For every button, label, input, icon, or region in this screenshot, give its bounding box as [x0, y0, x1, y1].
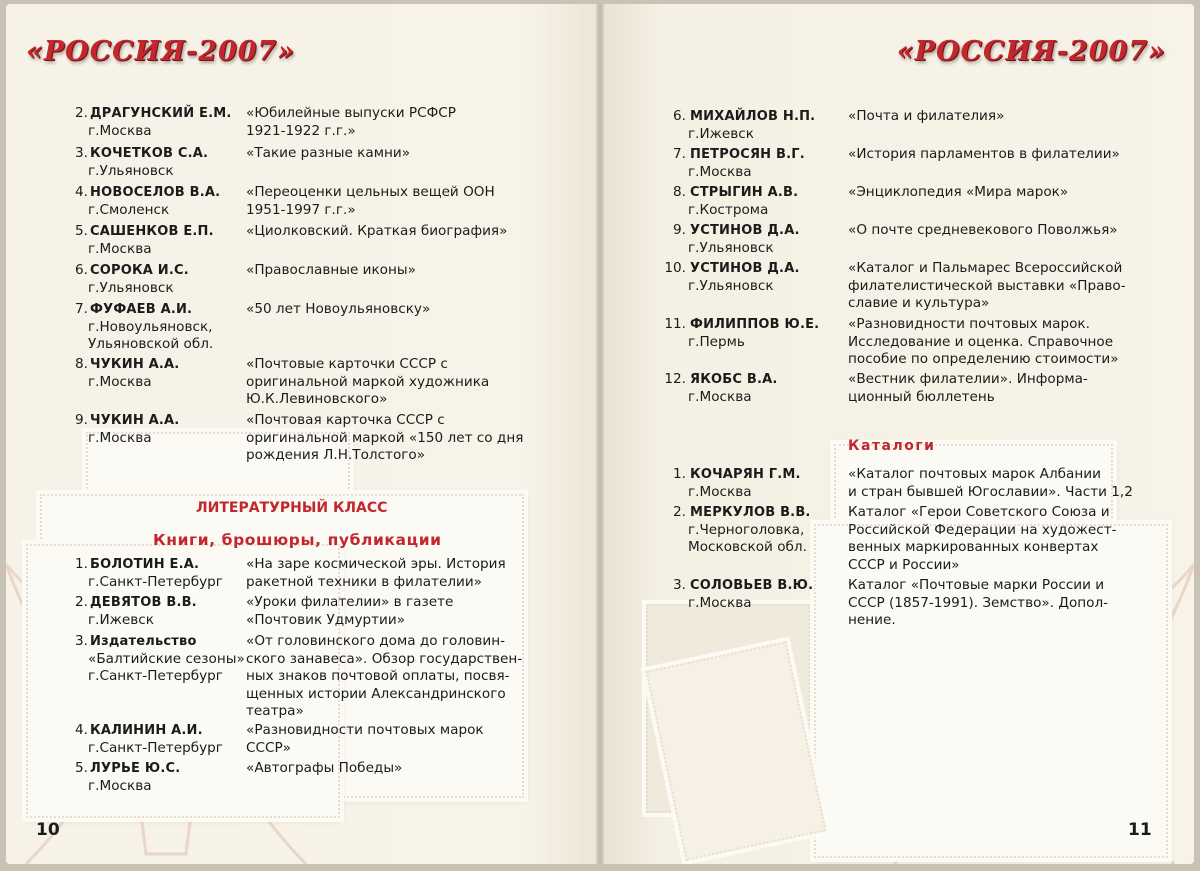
entry-location: г.Санкт-Петербург — [88, 573, 223, 590]
entry-work-title: пособие по определению стоимости» — [848, 351, 1119, 367]
entry-number: 4. — [75, 184, 88, 200]
section-title: ЛИТЕРАТУРНЫЙ КЛАСС — [196, 500, 388, 516]
entry-work-title: «Юбилейные выпуски РСФСР — [246, 105, 456, 121]
entry-number: 2. — [75, 105, 88, 121]
entry-location: г.Москва — [88, 429, 152, 446]
entry-work-title: «О почте средневекового Поволжья» — [848, 222, 1118, 238]
entry-work-title: «50 лет Новоульяновску» — [246, 301, 431, 317]
entry-author: ПЕТРОСЯН В.Г. — [690, 147, 805, 162]
entry-number: 1. — [673, 466, 686, 482]
entry-work-title: и стран бывшей Югославии». Части 1,2 — [848, 483, 1133, 500]
entry-author: ЧУКИН А.А. — [90, 413, 180, 428]
entry-author: ЛУРЬЕ Ю.С. — [90, 761, 181, 776]
entry-work-title: 1921-1922 г.г.» — [246, 122, 356, 139]
entry-work-title: СССР» — [246, 739, 291, 756]
entry-work-title: Каталог «Почтовые марки России и — [848, 577, 1105, 593]
entry-work-title: «Энциклопедия «Мира марок» — [848, 184, 1069, 200]
entry-work-title: «От головинского дома до головин- — [246, 633, 505, 649]
entry-work-title: «Циолковский. Краткая биография» — [246, 223, 508, 239]
entry-work-title: «Переоценки цельных вещей ООН — [246, 184, 495, 200]
entry-author: МЕРКУЛОВ В.В. — [690, 505, 811, 520]
entry-number: 8. — [673, 184, 686, 200]
entry-location: г.Москва — [88, 122, 152, 139]
entry-number: 2. — [673, 504, 686, 520]
left-page — [6, 4, 596, 864]
entry-work-title: СССР и России» — [848, 556, 960, 573]
entry-work-title: оригинальной маркой художника — [246, 373, 490, 390]
entry-location: г.Ульяновск — [88, 279, 174, 296]
entry-work-title: СССР (1857-1991). Земство». Допол- — [848, 594, 1109, 611]
entry-work-title: Каталог «Герои Советского Союза и — [848, 504, 1110, 520]
entry-work-title: щенных истории Александринского — [246, 685, 506, 702]
entry-work-title: Исследование и оценка. Справочное — [848, 333, 1114, 350]
entry-work-title: славие и культура» — [848, 295, 990, 311]
entry-location: г.Москва — [688, 483, 752, 500]
entry-location: г.Москва — [688, 594, 752, 611]
entry-location: г.Санкт-Петербург — [88, 668, 223, 684]
entry-work-title: «История парламентов в филателии» — [848, 146, 1120, 162]
entry-author: СОРОКА И.С. — [90, 263, 189, 278]
entry-author: ЯКОБС В.А. — [690, 372, 778, 387]
entry-work-title: «Разновидности почтовых марок — [246, 722, 484, 738]
entry-location: г.Ульяновск — [688, 277, 774, 294]
right-page — [604, 4, 1194, 864]
spine-gutter — [596, 4, 604, 864]
entry-work-title: «Уроки филателии» в газете — [246, 594, 454, 610]
entry-work-title: «Каталог и Пальмарес Всероссийской — [848, 260, 1123, 276]
entry-work-title: ского занавеса». Обзор государствен- — [246, 650, 523, 667]
entry-work-title: «Православные иконы» — [246, 262, 416, 278]
entry-location: г.Ижевск — [88, 611, 154, 628]
entry-work-title: ных знаков почтовой оплаты, посвя- — [246, 668, 510, 684]
entry-author: КОЧАРЯН Г.М. — [690, 467, 801, 482]
entry-location: г.Москва — [88, 777, 152, 794]
entry-number: 4. — [75, 722, 88, 738]
entry-author: МИХАЙЛОВ Н.П. — [690, 109, 816, 124]
entry-author: УСТИНОВ Д.А. — [690, 223, 800, 238]
entry-number: 9. — [75, 412, 88, 428]
entry-number: 7. — [673, 146, 686, 162]
entry-author: СТРЫГИН А.В. — [690, 185, 799, 200]
entry-work-title: «На заре космической эры. История — [246, 556, 506, 572]
page-number-left: 10 — [36, 820, 60, 840]
entry-author: БОЛОТИН Е.А. — [90, 557, 200, 572]
entry-author: НОВОСЕЛОВ В.А. — [90, 185, 221, 200]
entry-author: ДЕВЯТОВ В.В. — [90, 595, 197, 610]
entry-location: г.Новоульяновск, — [88, 318, 213, 335]
entry-location: г.Санкт-Петербург — [88, 739, 223, 756]
entry-location: Московской обл. — [688, 539, 807, 555]
entry-number: 6. — [75, 262, 88, 278]
entry-work-title: Ю.К.Левиновского» — [246, 391, 388, 407]
entry-number: 6. — [673, 108, 686, 124]
entry-author: УСТИНОВ Д.А. — [690, 261, 800, 276]
brand-title: «РОССИЯ-2007» — [26, 36, 296, 67]
entry-number: 3. — [673, 577, 686, 593]
entry-location: г.Москва — [688, 388, 752, 405]
entry-number: 9. — [673, 222, 686, 238]
entry-location: г.Черноголовка, — [688, 521, 805, 538]
entry-work-title: рождения Л.Н.Толстого» — [246, 447, 426, 463]
entry-location: г.Пермь — [688, 333, 745, 350]
entry-author: КАЛИНИН А.И. — [90, 723, 203, 738]
entry-author: КОЧЕТКОВ С.А. — [90, 146, 209, 161]
entry-work-title: филателистической выставки «Право- — [848, 277, 1126, 294]
subsection-title: Книги, брошюры, публикации — [153, 531, 442, 549]
entry-work-title: Российской Федерации на художест- — [848, 521, 1117, 538]
entry-location: г.Ульяновск — [688, 239, 774, 256]
entry-number: 5. — [75, 760, 88, 776]
entry-location: г.Ижевск — [688, 125, 754, 142]
entry-author: ЧУКИН А.А. — [90, 357, 180, 372]
entry-number: 3. — [75, 633, 88, 649]
entry-number: 12. — [664, 371, 686, 387]
entry-work-title: «Почтовая карточка СССР с — [246, 412, 445, 428]
entry-work-title: театра» — [246, 703, 304, 719]
entry-number: 1. — [75, 556, 88, 572]
entry-author: ДРАГУНСКИЙ Е.М. — [90, 106, 232, 121]
page-number-right: 11 — [1128, 820, 1152, 840]
entry-author: ФУФАЕВ А.И. — [90, 302, 193, 317]
entry-work-title: ракетной техники в филателии» — [246, 573, 482, 590]
entry-number: 5. — [75, 223, 88, 239]
entry-work-title: «Вестник филателии». Информа- — [848, 371, 1088, 387]
entry-work-title: «Почта и филателия» — [848, 108, 1005, 124]
entry-location: «Балтийские сезоны» — [88, 650, 245, 667]
entry-work-title: оригинальной маркой «150 лет со дня — [246, 429, 524, 446]
entry-number: 11. — [664, 316, 686, 332]
brand-title: «РОССИЯ-2007» — [896, 36, 1166, 67]
entry-author: САШЕНКОВ Е.П. — [90, 224, 214, 239]
entry-location: г.Москва — [88, 373, 152, 390]
entry-location: г.Москва — [88, 240, 152, 257]
entry-work-title: венных маркированных конвертах — [848, 539, 1099, 555]
entry-location: Ульяновской обл. — [88, 336, 214, 352]
entry-number: 10. — [664, 260, 686, 276]
entry-author: ФИЛИППОВ Ю.Е. — [690, 317, 820, 332]
entry-work-title: «Такие разные камни» — [246, 145, 411, 161]
decorative-stamp — [814, 521, 1168, 858]
entry-location: г.Москва — [688, 163, 752, 180]
entry-work-title: ционный бюллетень — [848, 388, 995, 405]
entry-work-title: «Почтовик Удмуртии» — [246, 611, 406, 628]
entry-author: Издательство — [90, 634, 197, 649]
entry-number: 7. — [75, 301, 88, 317]
entry-work-title: нение. — [848, 612, 896, 628]
entry-location: г.Ульяновск — [88, 162, 174, 179]
entry-work-title: «Почтовые карточки СССР с — [246, 356, 448, 372]
entry-work-title: «Разновидности почтовых марок. — [848, 316, 1090, 332]
entry-number: 8. — [75, 356, 88, 372]
entry-work-title: 1951-1997 г.г.» — [246, 201, 356, 218]
catalogs-title: Каталоги — [848, 438, 936, 454]
entry-work-title: «Автографы Победы» — [246, 760, 403, 776]
entry-author: СОЛОВЬЕВ В.Ю. — [690, 578, 814, 593]
entry-location: г.Кострома — [688, 201, 769, 218]
entry-number: 2. — [75, 594, 88, 610]
entry-location: г.Смоленск — [88, 201, 170, 218]
entry-number: 3. — [75, 145, 88, 161]
entry-work-title: «Каталог почтовых марок Албании — [848, 466, 1101, 482]
